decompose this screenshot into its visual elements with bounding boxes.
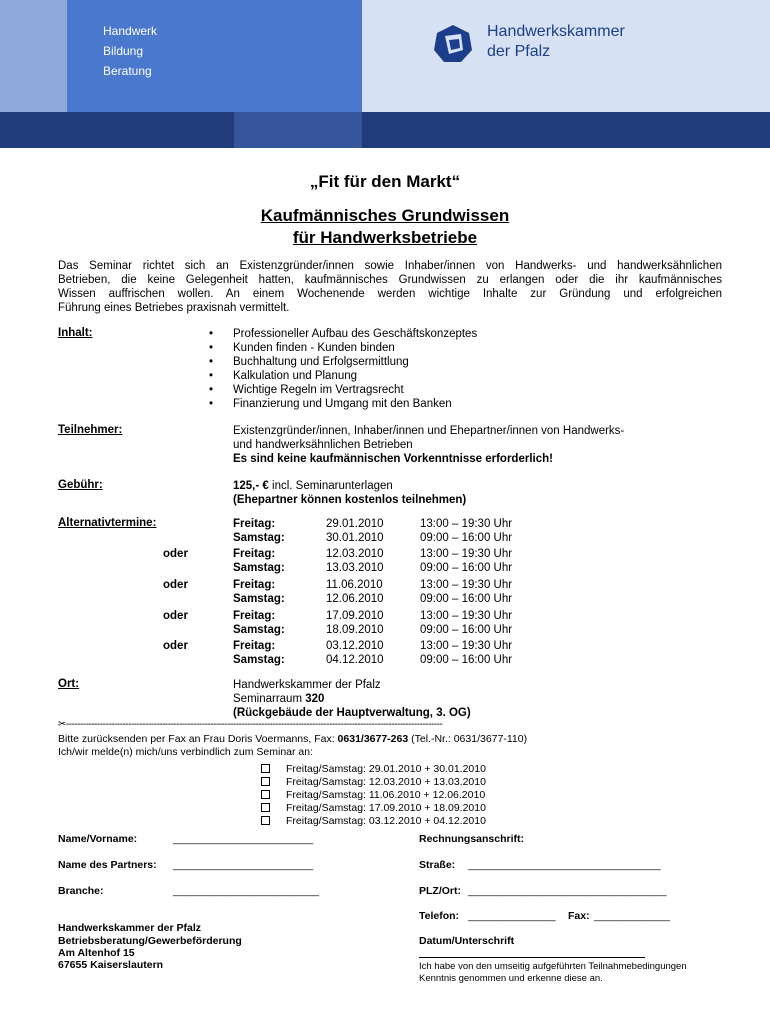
disclaimer-line-2: Kenntnis genommen und erkenne diese an. [419,973,603,984]
hwk-logo-icon [433,24,473,64]
alternativ-label: Alternativtermine: [58,517,157,529]
inhalt-item: • Professioneller Aufbau des Geschäftskonzeptes [209,328,478,340]
date-value: 17.09.2010 [326,610,384,622]
teilnehmer-label: Teilnehmer: [58,424,123,436]
plz-label: PLZ/Ort: [419,885,461,897]
date-time: 13:00 – 19:30 Uhr [420,518,513,530]
date-day: Samstag: [233,562,285,574]
plz-field[interactable]: __________________________________ [468,885,667,897]
seminar-option[interactable]: Freitag/Samstag: 03.12.2010 + 04.12.2010 [261,814,486,828]
melde-text: Ich/wir melde(n) mich/uns verbindlich zum Seminar an: [58,746,314,758]
date-day: Freitag: [233,548,276,560]
date-value: 18.09.2010 [326,624,384,636]
date-value: 04.12.2010 [326,654,384,666]
checkbox[interactable] [261,777,270,786]
checkbox[interactable] [261,816,270,825]
strasse-label: Straße: [419,859,456,871]
inhalt-item: • Buchhaltung und Erfolgsermittlung [209,356,409,368]
tagline-1: Handwerk [103,24,158,38]
date-time: 09:00 – 16:00 Uhr [420,532,513,544]
branche-label: Branche: [58,885,104,897]
gebuehr-label: Gebühr: [58,479,103,491]
header-band-blue [67,0,362,112]
date-value: 11.06.2010 [326,579,383,591]
name-label: Name/Vorname: [58,833,138,845]
address-line: Betriebsberatung/Gewerbeförderung [58,935,242,947]
subtitle-line-1: Kaufmännisches Grundwissen [260,206,510,225]
oder-label: oder [163,579,188,591]
checkbox[interactable] [261,764,270,773]
partner-label: Name des Partners: [58,859,157,871]
address-line: Handwerkskammer der Pfalz [58,922,201,934]
subtitle-line-2: für Handwerksbetriebe [292,228,478,247]
tagline-2: Bildung [103,44,144,58]
date-value: 03.12.2010 [326,640,384,652]
checkbox[interactable] [261,803,270,812]
inhalt-item: • Finanzierung und Umgang mit den Banken [209,398,452,410]
telefon-field[interactable]: _______________ [468,910,556,922]
strasse-field[interactable]: _________________________________ [468,859,661,871]
fax-field[interactable]: _____________ [594,910,670,922]
gebuehr-amount: 125,- € incl. Seminarunterlagen [233,480,393,492]
date-time: 09:00 – 16:00 Uhr [420,624,513,636]
signature-line[interactable] [419,957,645,958]
ort-line-1: Handwerkskammer der Pfalz [233,679,381,691]
date-time: 13:00 – 19:30 Uhr [420,610,513,622]
date-value: 30.01.2010 [326,532,384,544]
seminar-option[interactable]: Freitag/Samstag: 11.06.2010 + 12.06.2010 [261,788,485,802]
ort-line-3: (Rückgebäude der Hauptverwaltung, 3. OG) [233,707,471,719]
date-time: 13:00 – 19:30 Uhr [420,579,513,591]
date-day: Freitag: [233,610,276,622]
header-band-pale [0,0,67,112]
date-day: Freitag: [233,640,276,652]
teilnehmer-line-2: und handwerksähnlichen Betrieben [233,439,413,451]
page-title: „Fit für den Markt“ [309,172,461,191]
seminar-option[interactable]: Freitag/Samstag: 17.09.2010 + 18.09.2010 [261,801,486,815]
ort-label: Ort: [58,678,80,690]
address-line: Am Altenhof 15 [58,947,135,959]
date-value: 12.06.2010 [326,593,384,605]
fax-label: Fax: [568,910,590,922]
date-value: 13.03.2010 [326,562,384,574]
datum-label: Datum/Unterschrift [419,935,515,947]
ort-line-2: Seminarraum 320 [233,693,325,705]
gebuehr-note: (Ehepartner können kostenlos teilnehmen) [233,494,467,506]
teilnehmer-line-3: Es sind keine kaufmännischen Vorkenntnisse erforderlich! [233,453,553,465]
oder-label: oder [163,548,188,560]
date-day: Freitag: [233,579,276,591]
date-value: 29.01.2010 [326,518,384,530]
intro-paragraph: Das Seminar richtet sich an Existenzgründer/innen sowie Inhaber/innen von Handwerks- und handwerksähnlichen Betrieben, die keine Gelegenheit hatten, kaufmännisches Grundwissen zu erlangen oder die ihr kaufmännisches Wissen auffrischen wollen. An einem Wochenende werden wichtige Inhalte zur Gründung und erfolgreichen Führung eines Betriebes praxisnah vermittelt. [58,260,722,314]
fax-instruction: Bitte zurücksenden per Fax an Frau Doris Voermanns, Fax: 0631/3677-263 (Tel.-Nr.: 0631/3677-110) [58,733,528,745]
brand-name [487,22,625,62]
inhalt-item: • Kunden finden - Kunden binden [209,342,395,354]
date-time: 09:00 – 16:00 Uhr [420,562,513,574]
date-day: Freitag: [233,518,276,530]
inhalt-item: • Kalkulation und Planung [209,370,358,382]
inhalt-item: • Wichtige Regeln im Vertragsrecht [209,384,404,396]
seminar-option[interactable]: Freitag/Samstag: 29.01.2010 + 30.01.2010 [261,762,486,776]
telefon-label: Telefon: [419,910,460,922]
rechnung-label: Rechnungsanschrift: [419,833,525,845]
oder-label: oder [163,610,188,622]
date-time: 09:00 – 16:00 Uhr [420,654,513,666]
brand-line-1: Handwerkskammer [487,23,625,40]
name-field[interactable]: ________________________ [173,833,314,845]
seminar-option[interactable]: Freitag/Samstag: 12.03.2010 + 13.03.2010 [261,775,486,789]
cut-line: ✂------------------------------------------------------------------------------------------------------------------------------------- [58,719,443,730]
date-day: Samstag: [233,593,285,605]
date-time: 13:00 – 19:30 Uhr [420,640,513,652]
oder-label: oder [163,640,188,652]
disclaimer-line-1: Ich habe von den umseitig aufgeführten Teilnahmebedingungen [419,961,687,972]
checkbox[interactable] [261,790,270,799]
header-bar-accent [234,112,362,148]
branche-field[interactable]: _________________________ [173,885,319,897]
address-line: 67655 Kaiserslautern [58,959,164,971]
tagline-3: Beratung [103,64,152,78]
date-time: 13:00 – 19:30 Uhr [420,548,513,560]
brand-line-2: der Pfalz [487,43,551,60]
header-bar [0,112,770,148]
teilnehmer-line-1: Existenzgründer/innen, Inhaber/innen und Ehepartner/innen von Handwerks- [233,425,625,437]
date-day: Samstag: [233,624,285,636]
partner-field[interactable]: ________________________ [173,859,314,871]
date-day: Samstag: [233,532,285,544]
date-value: 12.03.2010 [326,548,384,560]
date-time: 09:00 – 16:00 Uhr [420,593,513,605]
inhalt-label: Inhalt: [58,327,93,339]
date-day: Samstag: [233,654,285,666]
